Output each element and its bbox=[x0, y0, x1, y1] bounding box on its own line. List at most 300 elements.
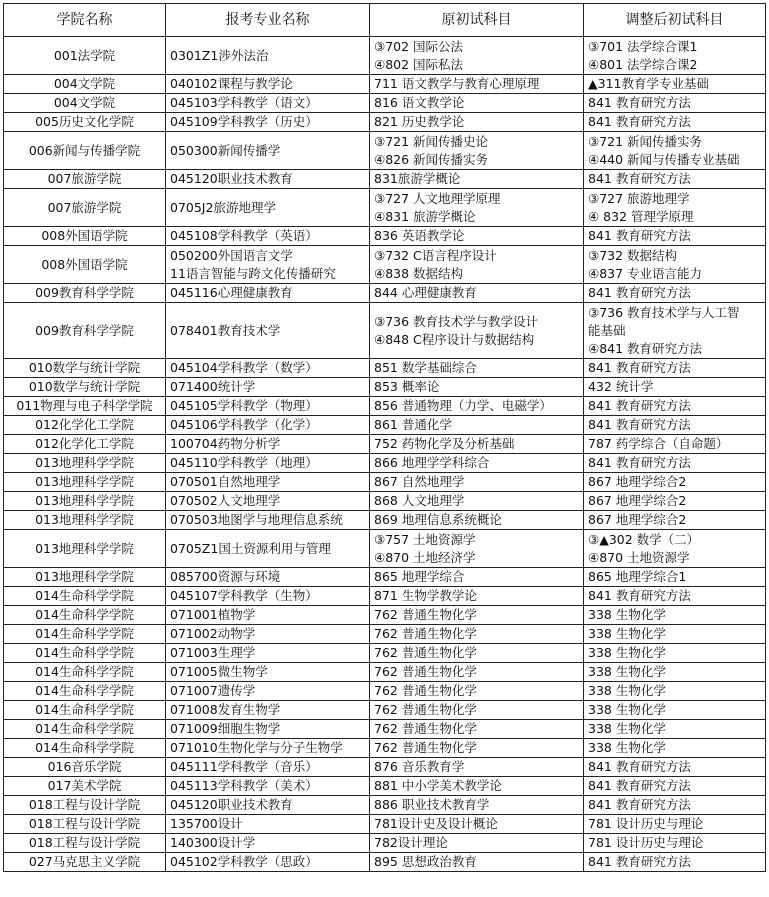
original-subject-cell-line: 869 地理信息系统概论 bbox=[374, 512, 502, 527]
original-subject-cell bbox=[370, 132, 584, 170]
table-row bbox=[4, 189, 766, 227]
table-row bbox=[4, 303, 766, 359]
major-cell-line: 045120职业技术教育 bbox=[170, 797, 293, 812]
major-cell bbox=[166, 492, 370, 511]
original-subject-cell-line: ④802 国际私法 bbox=[374, 56, 464, 72]
adjusted-subject-cell-line: 338 生物化学 bbox=[588, 721, 666, 736]
adjusted-subject-cell bbox=[584, 739, 766, 758]
original-subject-cell bbox=[370, 853, 584, 872]
original-subject-cell-line: 781设计史及设计概论 bbox=[374, 816, 498, 831]
original-subject-cell bbox=[370, 435, 584, 454]
adjusted-subject-cell bbox=[584, 454, 766, 473]
table-row bbox=[4, 397, 766, 416]
adjusted-subject-cell bbox=[584, 815, 766, 834]
original-subject-cell-line: 851 数学基础综合 bbox=[374, 360, 477, 375]
adjusted-subject-cell bbox=[584, 435, 766, 454]
original-subject-cell-line: 856 普通物理（力学、电磁学） bbox=[374, 398, 552, 413]
adjusted-subject-cell-line: ③736 教育技术学与人工智 bbox=[588, 304, 740, 320]
adjusted-subject-cell bbox=[584, 284, 766, 303]
major-cell bbox=[166, 37, 370, 75]
original-subject-cell-line: 836 英语教学论 bbox=[374, 228, 465, 243]
table-row bbox=[4, 227, 766, 246]
original-subject-cell-line: ④838 数据结构 bbox=[374, 265, 464, 281]
adjusted-subject-cell-line: 781 设计历史与理论 bbox=[588, 835, 704, 850]
major-cell-line: 070501自然地理学 bbox=[170, 474, 281, 489]
adjusted-subject-cell bbox=[584, 853, 766, 872]
adjusted-subject-cell-line: 841 教育研究方法 bbox=[588, 588, 691, 603]
major-cell-line: 0705J2旅游地理学 bbox=[170, 199, 276, 215]
original-subject-cell bbox=[370, 227, 584, 246]
original-subject-cell bbox=[370, 758, 584, 777]
college-cell: 013地理科学学院 bbox=[4, 454, 166, 473]
original-subject-cell bbox=[370, 606, 584, 625]
original-subject-cell-line: ③727 人文地理学原理 bbox=[374, 190, 501, 206]
adjusted-subject-cell-line: ④837 专业语言能力 bbox=[588, 265, 703, 281]
adjusted-subject-cell-line: 841 教育研究方法 bbox=[588, 285, 691, 300]
original-subject-cell-line: 861 普通化学 bbox=[374, 417, 452, 432]
table-row bbox=[4, 359, 766, 378]
adjusted-subject-cell-line: 781 设计历史与理论 bbox=[588, 816, 704, 831]
original-subject-cell-line: ③732 C语言程序设计 bbox=[374, 247, 497, 263]
table-row bbox=[4, 492, 766, 511]
original-subject-cell-line: 816 语文教学论 bbox=[374, 95, 465, 110]
college-cell: 017美术学院 bbox=[4, 777, 166, 796]
original-subject-cell-line: 782设计理论 bbox=[374, 835, 448, 850]
original-subject-cell-line: ④831 旅游学概论 bbox=[374, 208, 476, 224]
adjusted-subject-cell bbox=[584, 834, 766, 853]
adjusted-subject-cell-line: ④ 832 管理学原理 bbox=[588, 208, 694, 224]
original-subject-cell bbox=[370, 359, 584, 378]
table-row bbox=[4, 568, 766, 587]
header-original-subjects: 原初试科目 bbox=[370, 4, 584, 37]
original-subject-cell bbox=[370, 189, 584, 227]
major-cell bbox=[166, 94, 370, 113]
major-cell-line: 135700设计 bbox=[170, 816, 243, 831]
major-cell bbox=[166, 644, 370, 663]
major-cell bbox=[166, 397, 370, 416]
adjusted-subject-cell bbox=[584, 37, 766, 75]
adjusted-subject-cell-line: 841 教育研究方法 bbox=[588, 398, 691, 413]
adjusted-subject-cell bbox=[584, 416, 766, 435]
major-cell-line: 071003生理学 bbox=[170, 645, 256, 660]
major-cell-line: 045104学科教学（数学） bbox=[170, 360, 318, 375]
adjusted-subject-cell-line: ③727 旅游地理学 bbox=[588, 190, 690, 206]
college-cell: 013地理科学学院 bbox=[4, 492, 166, 511]
table-row bbox=[4, 720, 766, 739]
table-row bbox=[4, 701, 766, 720]
adjusted-subject-cell-line: ▲311教育学专业基础 bbox=[588, 76, 709, 91]
adjusted-subject-cell bbox=[584, 170, 766, 189]
major-cell-line: 100704药物分析学 bbox=[170, 436, 281, 451]
adjusted-subject-cell-line: ④841 教育研究方法 bbox=[588, 340, 703, 356]
adjusted-subject-cell bbox=[584, 758, 766, 777]
adjusted-subject-cell bbox=[584, 701, 766, 720]
original-subject-cell-line: 876 音乐教育学 bbox=[374, 759, 465, 774]
original-subject-cell bbox=[370, 834, 584, 853]
major-cell bbox=[166, 530, 370, 568]
adjusted-subject-cell bbox=[584, 227, 766, 246]
major-cell-line: 071005微生物学 bbox=[170, 664, 268, 679]
adjusted-subject-cell bbox=[584, 682, 766, 701]
original-subject-cell bbox=[370, 303, 584, 359]
table-row bbox=[4, 682, 766, 701]
college-cell: 013地理科学学院 bbox=[4, 568, 166, 587]
adjusted-subject-cell-line: 841 教育研究方法 bbox=[588, 759, 691, 774]
original-subject-cell bbox=[370, 530, 584, 568]
major-cell bbox=[166, 606, 370, 625]
major-cell bbox=[166, 682, 370, 701]
original-subject-cell bbox=[370, 170, 584, 189]
college-cell: 014生命科学学院 bbox=[4, 625, 166, 644]
adjusted-subject-cell-line: 338 生物化学 bbox=[588, 740, 666, 755]
table-row bbox=[4, 170, 766, 189]
major-cell-line: 050200外国语言文学 bbox=[170, 247, 293, 263]
major-cell-line: 070503地图学与地理信息系统 bbox=[170, 512, 343, 527]
adjusted-subject-cell-line: 865 地理学综合1 bbox=[588, 569, 687, 584]
table-row bbox=[4, 796, 766, 815]
original-subject-cell bbox=[370, 37, 584, 75]
original-subject-cell bbox=[370, 511, 584, 530]
adjusted-subject-cell bbox=[584, 113, 766, 132]
adjusted-subject-cell-line: 841 教育研究方法 bbox=[588, 854, 691, 869]
college-cell: 014生命科学学院 bbox=[4, 720, 166, 739]
original-subject-cell-line: ③757 土地资源学 bbox=[374, 531, 476, 547]
original-subject-cell bbox=[370, 663, 584, 682]
adjusted-subject-cell-line: 338 生物化学 bbox=[588, 702, 666, 717]
major-cell-line: 045116心理健康教育 bbox=[170, 285, 293, 300]
original-subject-cell bbox=[370, 777, 584, 796]
adjusted-subject-cell bbox=[584, 606, 766, 625]
major-cell bbox=[166, 473, 370, 492]
college-cell: 010数学与统计学院 bbox=[4, 378, 166, 397]
major-cell-line: 085700资源与环境 bbox=[170, 569, 281, 584]
major-cell-line: 071002动物学 bbox=[170, 626, 256, 641]
major-cell-line: 0301Z1涉外法治 bbox=[170, 47, 269, 63]
college-cell: 006新闻与传播学院 bbox=[4, 132, 166, 170]
major-cell-line: 071009细胞生物学 bbox=[170, 721, 281, 736]
adjusted-subject-cell bbox=[584, 644, 766, 663]
major-cell-line: 071010生物化学与分子生物学 bbox=[170, 740, 343, 755]
major-cell-line: 040102课程与教学论 bbox=[170, 76, 293, 91]
original-subject-cell bbox=[370, 815, 584, 834]
major-cell-line: 11语言智能与跨文化传播研究 bbox=[170, 265, 336, 281]
major-cell-line: 045107学科教学（生物） bbox=[170, 588, 318, 603]
adjusted-subject-cell-line: 338 生物化学 bbox=[588, 645, 666, 660]
table-row bbox=[4, 284, 766, 303]
original-subject-cell-line: 831旅游学概论 bbox=[374, 171, 461, 186]
original-subject-cell bbox=[370, 625, 584, 644]
college-cell: 012化学化工学院 bbox=[4, 416, 166, 435]
original-subject-cell-line: ③702 国际公法 bbox=[374, 38, 464, 54]
original-subject-cell-line: 762 普通生物化学 bbox=[374, 683, 477, 698]
major-cell-line: 045110学科教学（地理） bbox=[170, 455, 318, 470]
original-subject-cell bbox=[370, 701, 584, 720]
original-subject-cell-line: 752 药物化学及分析基础 bbox=[374, 436, 515, 451]
college-cell: 014生命科学学院 bbox=[4, 587, 166, 606]
adjusted-subject-cell-line: 841 教育研究方法 bbox=[588, 417, 691, 432]
header-row bbox=[4, 4, 766, 37]
adjusted-subject-cell bbox=[584, 378, 766, 397]
original-subject-cell-line: 881 中小学美术教学论 bbox=[374, 778, 502, 793]
college-cell: 013地理科学学院 bbox=[4, 530, 166, 568]
header-major: 报考专业名称 bbox=[166, 4, 370, 37]
college-cell: 018工程与设计学院 bbox=[4, 815, 166, 834]
table-row bbox=[4, 435, 766, 454]
college-cell: 014生命科学学院 bbox=[4, 701, 166, 720]
college-cell: 014生命科学学院 bbox=[4, 644, 166, 663]
original-subject-cell-line: ④848 C程序设计与数据结构 bbox=[374, 331, 535, 347]
adjusted-subject-cell bbox=[584, 359, 766, 378]
original-subject-cell-line: 886 职业技术教育学 bbox=[374, 797, 490, 812]
table-row bbox=[4, 834, 766, 853]
major-cell-line: 045106学科教学（化学） bbox=[170, 417, 318, 432]
major-cell-line: 045109学科教学（历史） bbox=[170, 114, 318, 129]
original-subject-cell bbox=[370, 739, 584, 758]
major-cell-line: 045113学科教学（美术） bbox=[170, 778, 318, 793]
table-row bbox=[4, 416, 766, 435]
table-row bbox=[4, 75, 766, 94]
major-cell bbox=[166, 378, 370, 397]
major-cell bbox=[166, 132, 370, 170]
adjusted-subject-cell-line: ③▲302 数学（二） bbox=[588, 531, 700, 547]
major-cell bbox=[166, 568, 370, 587]
original-subject-cell bbox=[370, 492, 584, 511]
college-cell: 027马克思主义学院 bbox=[4, 853, 166, 872]
adjusted-subject-cell-line: 867 地理学综合2 bbox=[588, 512, 687, 527]
original-subject-cell-line: 711 语文教学与教育心理原理 bbox=[374, 76, 540, 91]
adjusted-subject-cell bbox=[584, 132, 766, 170]
major-cell-line: 071400统计学 bbox=[170, 379, 256, 394]
major-cell bbox=[166, 227, 370, 246]
header-adjusted-subjects: 调整后初试科目 bbox=[584, 4, 766, 37]
original-subject-cell bbox=[370, 94, 584, 113]
original-subject-cell bbox=[370, 568, 584, 587]
original-subject-cell-line: 762 普通生物化学 bbox=[374, 702, 477, 717]
college-cell: 008外国语学院 bbox=[4, 246, 166, 284]
major-cell bbox=[166, 758, 370, 777]
adjusted-subject-cell-line: 841 教育研究方法 bbox=[588, 360, 691, 375]
table-row bbox=[4, 644, 766, 663]
adjusted-subject-cell bbox=[584, 94, 766, 113]
table-row bbox=[4, 132, 766, 170]
adjusted-subject-cell-line: 338 生物化学 bbox=[588, 607, 666, 622]
adjusted-subject-cell-line: 338 生物化学 bbox=[588, 664, 666, 679]
original-subject-cell bbox=[370, 720, 584, 739]
adjusted-subject-cell bbox=[584, 75, 766, 94]
original-subject-cell-line: ④826 新闻传播实务 bbox=[374, 151, 489, 167]
exam-subject-table bbox=[3, 3, 766, 872]
original-subject-cell bbox=[370, 454, 584, 473]
major-cell-line: 045108学科教学（英语） bbox=[170, 228, 318, 243]
original-subject-cell bbox=[370, 587, 584, 606]
college-cell: 018工程与设计学院 bbox=[4, 796, 166, 815]
adjusted-subject-cell-line: 841 教育研究方法 bbox=[588, 228, 691, 243]
original-subject-cell-line: 762 普通生物化学 bbox=[374, 664, 477, 679]
adjusted-subject-cell-line: ④801 法学综合课2 bbox=[588, 56, 698, 72]
adjusted-subject-cell-line: 841 教育研究方法 bbox=[588, 778, 691, 793]
adjusted-subject-cell-line: 338 生物化学 bbox=[588, 626, 666, 641]
original-subject-cell-line: 868 人文地理学 bbox=[374, 493, 465, 508]
original-subject-cell bbox=[370, 796, 584, 815]
college-cell: 007旅游学院 bbox=[4, 189, 166, 227]
major-cell bbox=[166, 796, 370, 815]
original-subject-cell-line: ④870 土地经济学 bbox=[374, 549, 476, 565]
major-cell bbox=[166, 739, 370, 758]
original-subject-cell bbox=[370, 416, 584, 435]
table-row bbox=[4, 606, 766, 625]
major-cell bbox=[166, 454, 370, 473]
original-subject-cell-line: 867 自然地理学 bbox=[374, 474, 465, 489]
major-cell-line: 045111学科教学（音乐） bbox=[170, 759, 318, 774]
table-body bbox=[4, 37, 766, 872]
table-row bbox=[4, 454, 766, 473]
adjusted-subject-cell bbox=[584, 303, 766, 359]
major-cell-line: 070502人文地理学 bbox=[170, 493, 281, 508]
college-cell: 013地理科学学院 bbox=[4, 511, 166, 530]
college-cell: 014生命科学学院 bbox=[4, 682, 166, 701]
original-subject-cell-line: ③736 教育技术学与教学设计 bbox=[374, 313, 539, 329]
major-cell bbox=[166, 435, 370, 454]
major-cell-line: 071007遗传学 bbox=[170, 683, 256, 698]
college-cell: 004文学院 bbox=[4, 75, 166, 94]
major-cell bbox=[166, 815, 370, 834]
original-subject-cell bbox=[370, 75, 584, 94]
original-subject-cell-line: 762 普通生物化学 bbox=[374, 607, 477, 622]
adjusted-subject-cell bbox=[584, 511, 766, 530]
college-cell: 005历史文化学院 bbox=[4, 113, 166, 132]
college-cell: 009教育科学学院 bbox=[4, 303, 166, 359]
major-cell bbox=[166, 834, 370, 853]
college-cell: 001法学院 bbox=[4, 37, 166, 75]
original-subject-cell bbox=[370, 682, 584, 701]
college-cell: 016音乐学院 bbox=[4, 758, 166, 777]
college-cell: 011物理与电子科学学院 bbox=[4, 397, 166, 416]
college-cell: 008外国语学院 bbox=[4, 227, 166, 246]
table-row bbox=[4, 777, 766, 796]
major-cell bbox=[166, 246, 370, 284]
major-cell bbox=[166, 587, 370, 606]
college-cell: 014生命科学学院 bbox=[4, 663, 166, 682]
college-cell: 018工程与设计学院 bbox=[4, 834, 166, 853]
adjusted-subject-cell-line: 841 教育研究方法 bbox=[588, 171, 691, 186]
college-cell: 014生命科学学院 bbox=[4, 739, 166, 758]
adjusted-subject-cell bbox=[584, 777, 766, 796]
major-cell bbox=[166, 284, 370, 303]
original-subject-cell-line: ③721 新闻传播史论 bbox=[374, 133, 489, 149]
college-cell: 012化学化工学院 bbox=[4, 435, 166, 454]
major-cell-line: 045103学科教学（语文） bbox=[170, 95, 318, 110]
college-cell: 007旅游学院 bbox=[4, 170, 166, 189]
adjusted-subject-cell-line: 338 生物化学 bbox=[588, 683, 666, 698]
table-row bbox=[4, 113, 766, 132]
adjusted-subject-cell bbox=[584, 189, 766, 227]
major-cell-line: 071001植物学 bbox=[170, 607, 256, 622]
table-row bbox=[4, 473, 766, 492]
original-subject-cell-line: 865 地理学综合 bbox=[374, 569, 465, 584]
adjusted-subject-cell-line: 867 地理学综合2 bbox=[588, 474, 687, 489]
original-subject-cell bbox=[370, 397, 584, 416]
original-subject-cell-line: 853 概率论 bbox=[374, 379, 440, 394]
adjusted-subject-cell bbox=[584, 492, 766, 511]
adjusted-subject-cell bbox=[584, 587, 766, 606]
table-row bbox=[4, 530, 766, 568]
major-cell bbox=[166, 359, 370, 378]
adjusted-subject-cell-line: 432 统计学 bbox=[588, 379, 654, 394]
table-row bbox=[4, 37, 766, 75]
adjusted-subject-cell-line: 841 教育研究方法 bbox=[588, 455, 691, 470]
table-row bbox=[4, 246, 766, 284]
major-cell-line: 045120职业技术教育 bbox=[170, 171, 293, 186]
adjusted-subject-cell-line: ④870 土地资源学 bbox=[588, 549, 690, 565]
adjusted-subject-cell-line: ③701 法学综合课1 bbox=[588, 38, 698, 54]
table-row bbox=[4, 625, 766, 644]
adjusted-subject-cell bbox=[584, 246, 766, 284]
major-cell bbox=[166, 777, 370, 796]
major-cell-line: 140300设计学 bbox=[170, 835, 256, 850]
adjusted-subject-cell bbox=[584, 796, 766, 815]
college-cell: 013地理科学学院 bbox=[4, 473, 166, 492]
original-subject-cell-line: 762 普通生物化学 bbox=[374, 721, 477, 736]
adjusted-subject-cell bbox=[584, 720, 766, 739]
adjusted-subject-cell bbox=[584, 397, 766, 416]
major-cell-line: 050300新闻传播学 bbox=[170, 142, 281, 158]
major-cell bbox=[166, 853, 370, 872]
adjusted-subject-cell-line: 787 药学综合（自命题） bbox=[588, 436, 729, 451]
adjusted-subject-cell bbox=[584, 473, 766, 492]
header-college: 学院名称 bbox=[4, 4, 166, 37]
college-cell: 009教育科学学院 bbox=[4, 284, 166, 303]
original-subject-cell-line: 844 心理健康教育 bbox=[374, 285, 477, 300]
major-cell-line: 0705Z1国土资源利用与管理 bbox=[170, 540, 331, 556]
major-cell-line: 045105学科教学（物理） bbox=[170, 398, 318, 413]
major-cell bbox=[166, 113, 370, 132]
original-subject-cell-line: 762 普通生物化学 bbox=[374, 740, 477, 755]
major-cell bbox=[166, 189, 370, 227]
major-cell bbox=[166, 663, 370, 682]
adjusted-subject-cell-line: ③721 新闻传播实务 bbox=[588, 133, 703, 149]
major-cell bbox=[166, 701, 370, 720]
adjusted-subject-cell-line: 841 教育研究方法 bbox=[588, 114, 691, 129]
original-subject-cell-line: 871 生物学教学论 bbox=[374, 588, 477, 603]
adjusted-subject-cell bbox=[584, 625, 766, 644]
original-subject-cell-line: 762 普通生物化学 bbox=[374, 626, 477, 641]
table-row bbox=[4, 739, 766, 758]
adjusted-subject-cell-line: 867 地理学综合2 bbox=[588, 493, 687, 508]
original-subject-cell bbox=[370, 473, 584, 492]
table-row bbox=[4, 758, 766, 777]
adjusted-subject-cell bbox=[584, 568, 766, 587]
college-cell: 004文学院 bbox=[4, 94, 166, 113]
adjusted-subject-cell-line: ③732 数据结构 bbox=[588, 247, 678, 263]
adjusted-subject-cell bbox=[584, 663, 766, 682]
original-subject-cell-line: 866 地理学学科综合 bbox=[374, 455, 490, 470]
major-cell bbox=[166, 303, 370, 359]
original-subject-cell bbox=[370, 113, 584, 132]
table-row bbox=[4, 815, 766, 834]
major-cell bbox=[166, 625, 370, 644]
table-row bbox=[4, 378, 766, 397]
original-subject-cell-line: 821 历史教学论 bbox=[374, 114, 465, 129]
original-subject-cell-line: 895 思想政治教育 bbox=[374, 854, 477, 869]
college-cell: 014生命科学学院 bbox=[4, 606, 166, 625]
adjusted-subject-cell-line: 能基础 bbox=[588, 322, 626, 338]
major-cell-line: 071008发育生物学 bbox=[170, 702, 281, 717]
adjusted-subject-cell-line: 841 教育研究方法 bbox=[588, 95, 691, 110]
original-subject-cell bbox=[370, 284, 584, 303]
table-row bbox=[4, 663, 766, 682]
major-cell-line: 078401教育技术学 bbox=[170, 322, 281, 338]
original-subject-cell bbox=[370, 644, 584, 663]
